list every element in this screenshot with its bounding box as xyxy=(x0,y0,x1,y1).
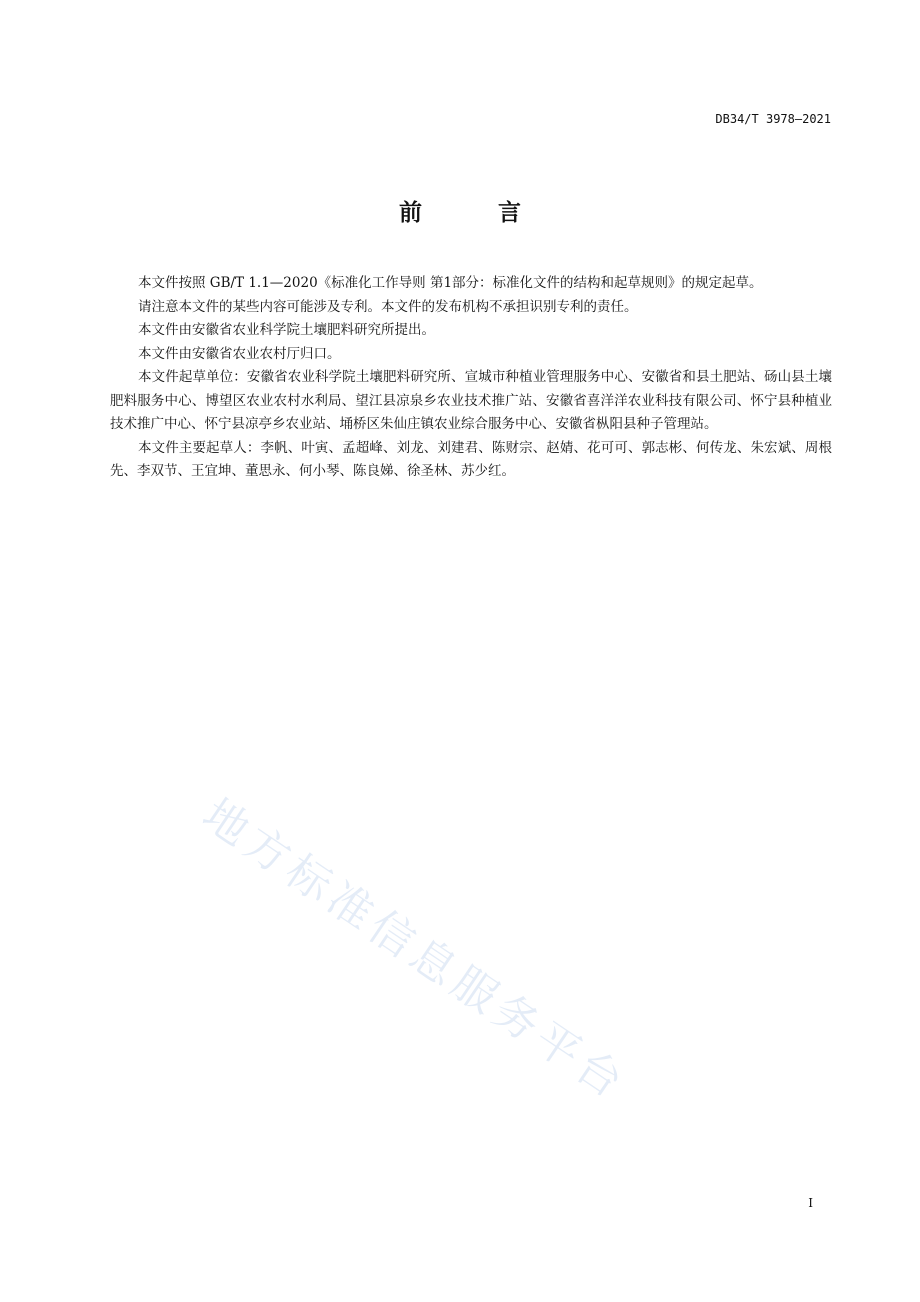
body-text xyxy=(110,272,832,484)
document-code: DB34/T 3978—2021 xyxy=(715,112,831,126)
paragraph-patent-notice: 请注意本文件的某些内容可能涉及专利。本文件的发布机构不承担识别专利的责任。 xyxy=(138,298,638,315)
paragraph-administrator: 本文件由安徽省农业农村厅归口。 xyxy=(138,345,341,362)
page-number: I xyxy=(808,1196,813,1210)
paragraph-drafting-units: 本文件起草单位：安徽省农业科学院土壤肥料研究所、宣城市种植业管理服务中心、安徽省和县土肥站、砀山县土壤肥料服务中心、博望区农业农村水利局、望江县凉泉乡农业技术推广站、安徽省喜洋洋农业科技有限公司、怀宁县种植业技术推广中心、怀宁县凉亭乡农业站、埇桥区朱仙庄镇农业综合服务中心、安徽省枞阳县种子管理站。 xyxy=(110,369,832,432)
page-title: 前 言 xyxy=(398,200,555,226)
paragraph-proposer: 本文件由安徽省农业科学院土壤肥料研究所提出。 xyxy=(138,322,435,338)
watermark: 地方标准信息服务平台 xyxy=(193,789,637,1111)
paragraph-drafting-rules: 本文件按照 GB/T 1.1—2020《标准化工作导则 第1部分：标准化文件的结构和起草规则》的规定起草。 xyxy=(138,275,763,291)
paragraph-main-drafters: 本文件主要起草人：李帆、叶寅、孟超峰、刘龙、刘建君、陈财宗、赵婧、花可可、郭志彬、何传龙、朱宏斌、周根先、李双节、王宜坤、董思永、何小琴、陈良娣、徐圣林、苏少红。 xyxy=(110,439,832,479)
